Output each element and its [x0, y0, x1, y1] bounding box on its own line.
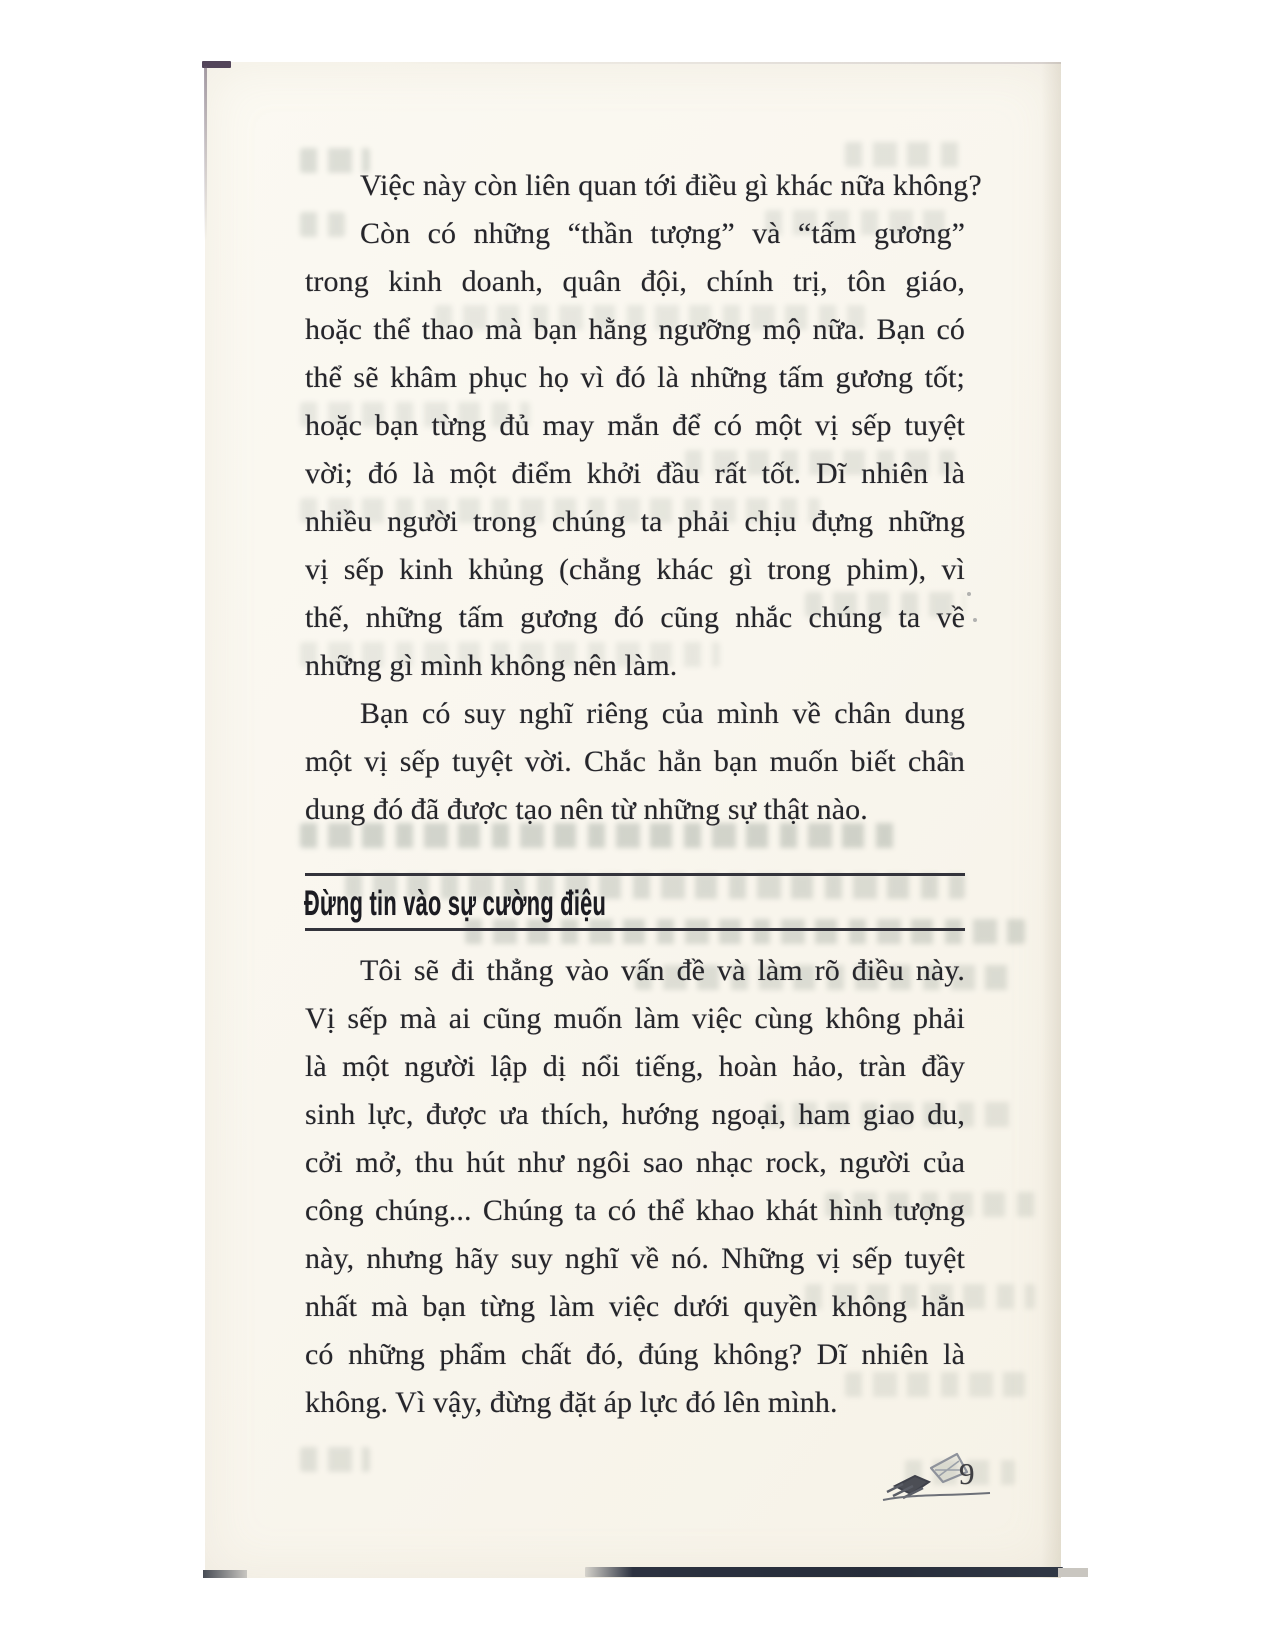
text-line: thế, những tấm gương đó cũng nhắc chúng ta về [305, 601, 965, 634]
page-number-block [873, 1446, 993, 1508]
section-divider-bottom [305, 928, 965, 931]
section-heading: Đừng tin vào sự cường điệu [304, 884, 607, 923]
text-line: vời; đó là một điểm khởi đầu rất tốt. Dĩ nhiên là [305, 457, 965, 490]
text-line: hoặc thể thao mà bạn hằng ngưỡng mộ nữa. Bạn có [305, 313, 965, 346]
scan-edge-bottom-tail [1058, 1568, 1088, 1577]
text-line: cởi mở, thu hút như ngôi sao nhạc rock, người của [305, 1146, 965, 1179]
scan-edge-right [1041, 62, 1061, 1578]
text-column-lower [305, 947, 965, 1427]
text-line: nhất mà bạn từng làm việc dưới quyền không hẳn [305, 1290, 965, 1323]
text-line: sinh lực, được ưa thích, hướng ngoại, ham giao du, [305, 1098, 965, 1131]
text-line: này, nhưng hãy suy nghĩ về nó. Những vị sếp tuyệt [305, 1242, 965, 1275]
scan-edge-left [204, 66, 207, 241]
bleedthrough-ghost [300, 1447, 370, 1472]
text-line: dung đó đã được tạo nên từ những sự thật nào. [305, 793, 868, 826]
text-line: một vị sếp tuyệt vời. Chắc hẳn bạn muốn biết chân [305, 745, 965, 778]
text-line: có những phẩm chất đó, đúng không? Dĩ nhiên là [305, 1338, 965, 1371]
text-line: Vị sếp mà ai cũng muốn làm việc cùng không phải [305, 1002, 965, 1035]
scan-speck [967, 592, 971, 596]
text-line: Việc này còn liên quan tới điều gì khác nữa không? [360, 169, 982, 202]
scan-edge-top [385, 62, 1061, 64]
scan-speck [973, 618, 977, 622]
text-line: không. Vì vậy, đừng đặt áp lực đó lên mình. [305, 1386, 838, 1419]
book-page [205, 62, 1061, 1578]
text-line: hoặc bạn từng đủ may mắn để có một vị sếp tuyệt [305, 409, 965, 442]
text-column-upper [305, 162, 982, 834]
text-line: nhiều người trong chúng ta phải chịu đựng những [305, 505, 965, 538]
scan-edge-bottom-left [203, 1570, 247, 1578]
text-line: là một người lập dị nổi tiếng, hoàn hảo, tràn đầy [305, 1050, 965, 1083]
text-line: Bạn có suy nghĩ riêng của mình về chân dung [360, 697, 965, 730]
text-line: công chúng... Chúng ta có thể khao khát hình tượng [305, 1194, 965, 1227]
text-line: vị sếp kinh khủng (chẳng khác gì trong phim), vì [305, 553, 965, 586]
section-divider-top [305, 873, 965, 876]
scan-edge-bottom [585, 1567, 1063, 1577]
text-line: những gì mình không nên làm. [305, 649, 678, 682]
page-number: 9 [959, 1456, 975, 1491]
text-line: trong kinh doanh, quân đội, chính trị, tôn giáo, [305, 265, 965, 298]
pen-doodle-icon [873, 1446, 993, 1508]
text-line: Tôi sẽ đi thẳng vào vấn đề và làm rõ điều này. [360, 954, 965, 987]
text-line: thể sẽ khâm phục họ vì đó là những tấm gương tốt; [305, 361, 965, 394]
text-line: Còn có những “thần tượng” và “tấm gương” [360, 217, 965, 250]
